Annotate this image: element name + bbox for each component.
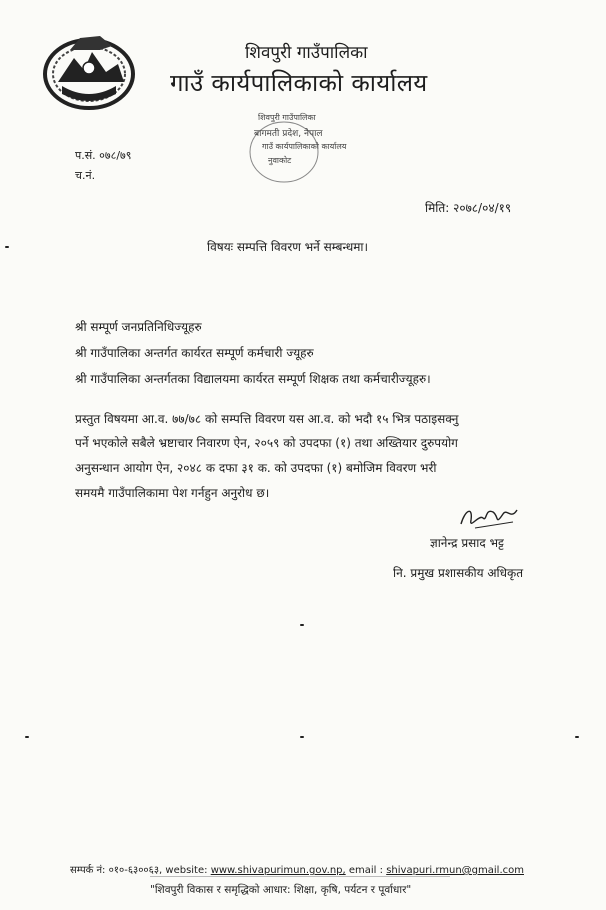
stamp-line: शिवपुरी गाउँपालिका (258, 113, 316, 122)
nepal-emblem-icon (40, 28, 138, 112)
letter-number: प.सं. ०७८/७९ (75, 149, 132, 162)
stamp-line: बागमती प्रदेश, नेपाल (254, 129, 323, 139)
signature-icon (455, 500, 525, 536)
recipient-line: श्री गाउँपालिका अन्तर्गतका विद्यालयमा कार्यरत सम्पूर्ण शिक्षक तथा कर्मचारीज्यूहरु। (75, 372, 431, 386)
signatory-title: नि. प्रमुख प्रशासकीय अधिकृत (393, 566, 524, 580)
letter-date: मिति: २०७८/०४/१९ (425, 201, 512, 215)
scan-speck (575, 736, 579, 738)
stamp-line: गाउँ कार्यपालिकाको कार्यालय (262, 142, 347, 151)
official-stamp (236, 108, 356, 186)
footer-contact (70, 862, 524, 876)
dispatch-number: च.नं. (75, 169, 96, 182)
phone-number: ०१०-६३००६३, (108, 865, 163, 876)
recipient-line: श्री सम्पूर्ण जनप्रतिनिधिज्यूहरु (75, 320, 202, 334)
scan-speck (300, 624, 304, 626)
footer-motto: "शिवपुरी विकास र समृद्धिको आधार: शिक्षा, कृषि, पर्यटन र पूर्वाधार" (150, 884, 412, 896)
email-link[interactable]: shivapuri.rmun@gmail.com (386, 865, 524, 876)
signatory-name: ज्ञानेन्द्र प्रसाद भट्ट (430, 536, 504, 550)
office-title: गाउँ कार्यपालिकाको कार्यालय (170, 69, 428, 97)
scan-speck (25, 736, 29, 738)
body-line: समयमै गाउँपालिकामा पेश गर्नहुन अनुरोध छ। (75, 486, 270, 500)
scan-speck (300, 736, 304, 738)
body-line: पर्ने भएकोले सबैले भ्रष्टाचार निवारण ऐन, २०५९ को उपदफा (१) तथा अख्तियार दुरुपयोग (75, 436, 458, 450)
contact-label: सम्पर्क नं: (70, 865, 106, 876)
subject-line: विषयः सम्पत्ति विवरण भर्ने सम्बन्धमा। (207, 240, 369, 254)
municipality-name: शिवपुरी गाउँपालिका (245, 43, 368, 63)
body-line: प्रस्तुत विषयमा आ.व. ७७/७८ को सम्पत्ति विवरण यस आ.व. को भदौ १५ भित्र पठाइसक्नु (75, 412, 459, 426)
website-link[interactable]: www.shivapurimun.gov.np, (210, 865, 346, 876)
website-label: website: (165, 865, 208, 876)
stamp-line: नुवाकोट (268, 156, 292, 165)
scan-speck (5, 246, 9, 248)
email-label: email : (348, 865, 384, 876)
recipient-line: श्री गाउँपालिका अन्तर्गत कार्यरत सम्पूर्ण कर्मचारी ज्यूहरु (75, 346, 314, 360)
footer-divider (150, 876, 450, 877)
body-line: अनुसन्धान आयोग ऐन, २०४८ क दफा ३१ क. को उपदफा (१) बमोजिम विवरण भरी (75, 461, 437, 475)
